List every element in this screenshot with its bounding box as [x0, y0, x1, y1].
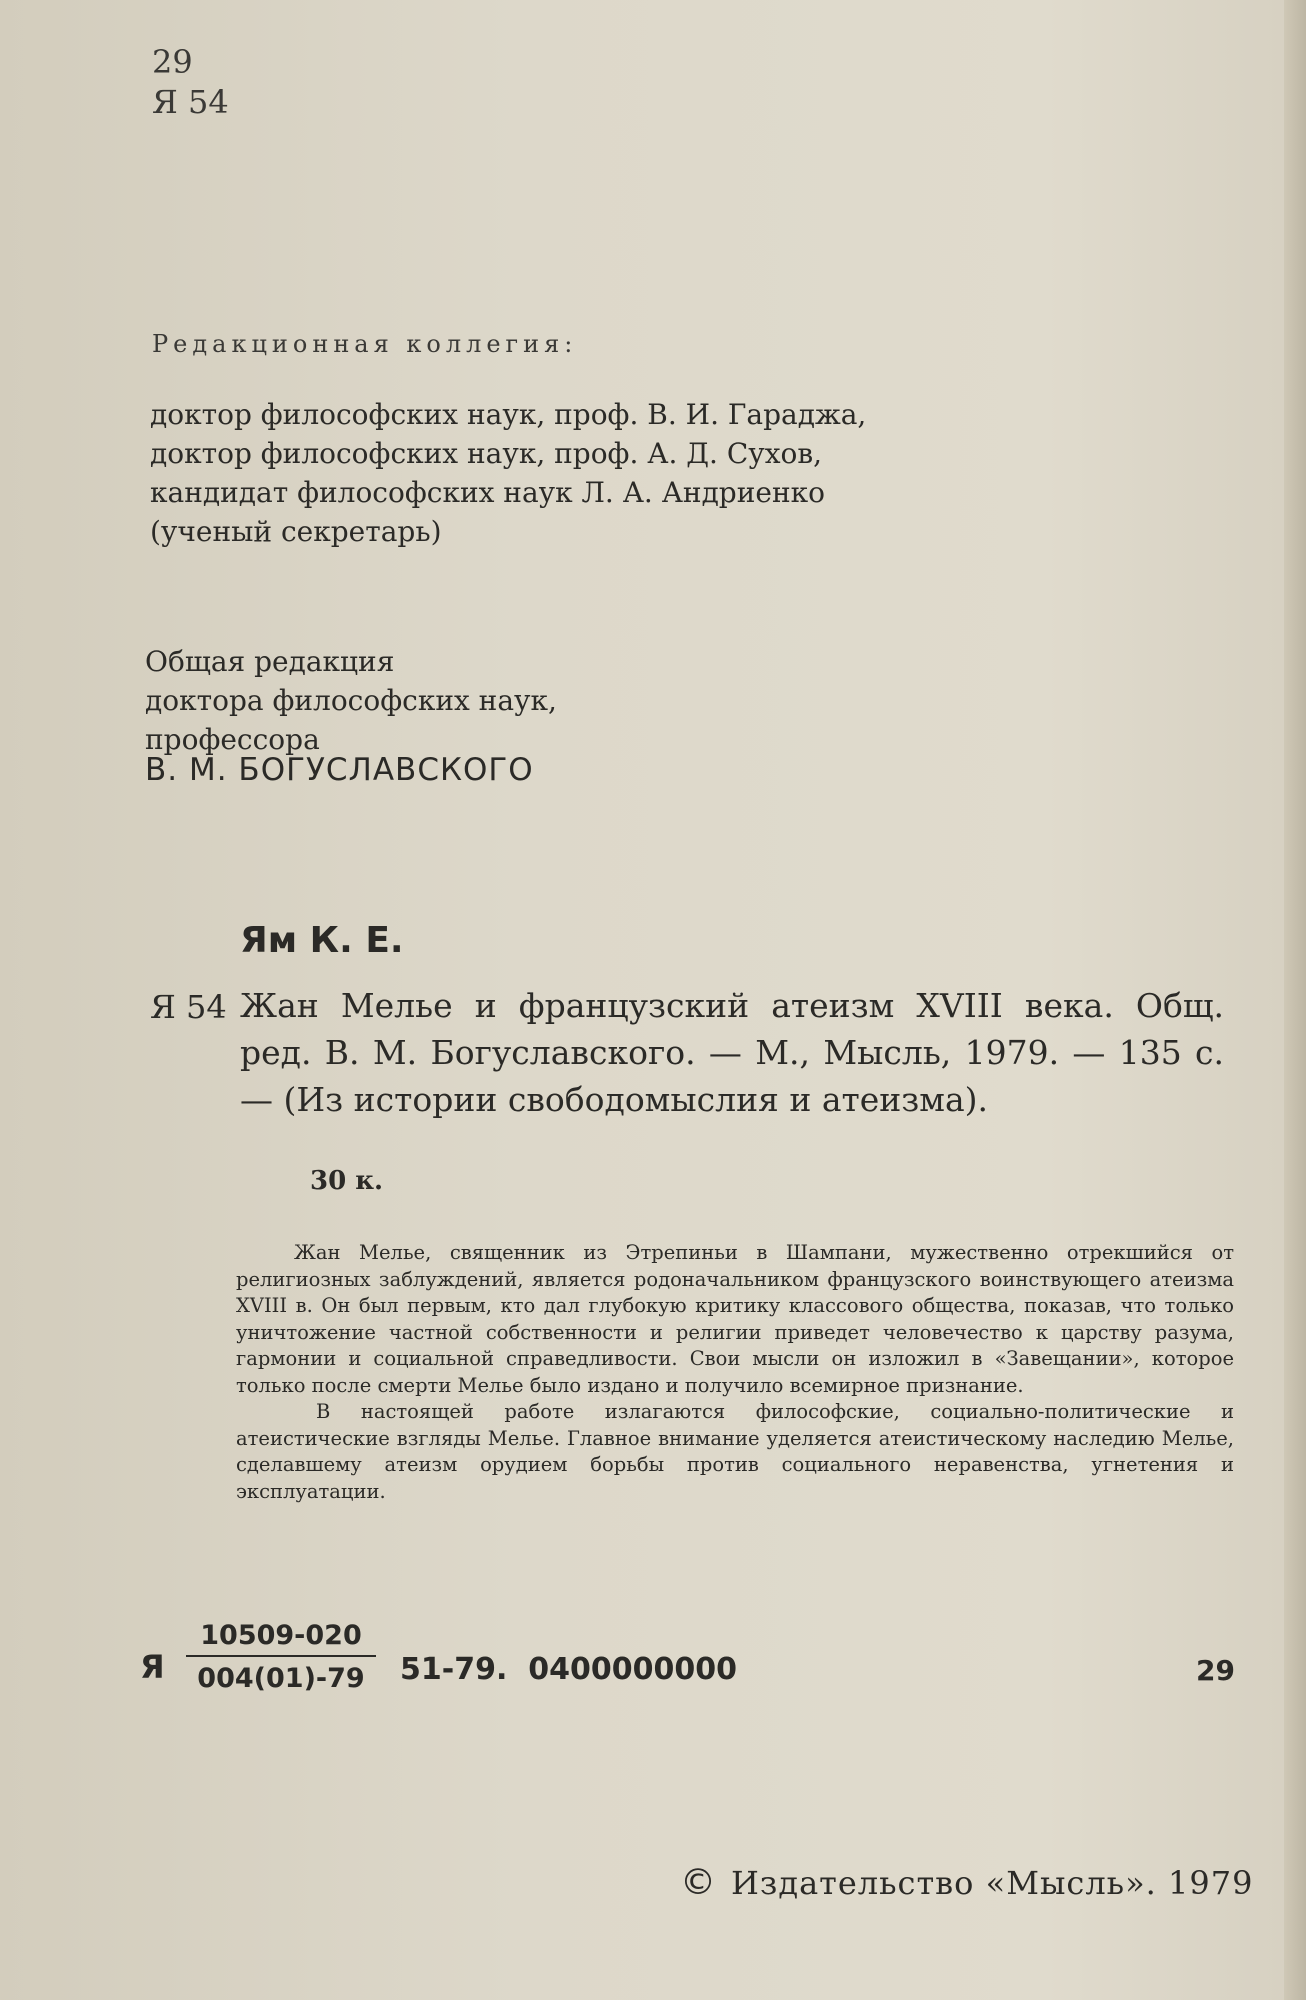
editorial-board-title: Редакционная коллегия: — [152, 330, 578, 358]
udc-index — [152, 42, 229, 122]
catalog-description: Жан Мелье и французский атеизм XVIII века. Общ. ред. В. М. Богуславского. — М., Мысль, 1979. — 135 с. — (Из истории свободомыслия и атеизма). — [240, 986, 1224, 1119]
general-editor-block — [145, 642, 557, 759]
annotation — [236, 1240, 1234, 1505]
general-editor-line: доктора философских наук, — [145, 684, 557, 717]
bbk-denominator: 004(01)-79 — [197, 1663, 365, 1694]
board-member: доктор философских наук, проф. В. И. Гараджа, — [150, 398, 867, 431]
udc-number: 29 — [152, 43, 193, 81]
general-editor-line: профессора — [145, 723, 320, 756]
bbk-code: 51-79. 0400000000 — [400, 1652, 737, 1687]
annotation-paragraph: В настоящей работе излагаются философские, социально-политические и атеистические взгляды Мелье. Главное внимание уделяется атеистическому наследию Мелье, сделавшему атеизм орудием борьбы против социального неравенства, угнетения и эксплуатации. — [236, 1400, 1234, 1503]
board-member: кандидат философских наук Л. А. Андриенко — [150, 476, 825, 509]
bbk-end-number: 29 — [1196, 1654, 1235, 1687]
catalog-author: Ям К. Е. — [240, 920, 404, 961]
copyright-line — [680, 1862, 1253, 1903]
copyright-icon: © — [680, 1862, 717, 1903]
board-member: (ученый секретарь) — [150, 515, 442, 548]
bbk-letter: Я — [140, 1648, 165, 1686]
general-editor-name: В. М. БОГУСЛАВСКОГО — [145, 752, 534, 788]
copyright-text: Издательство «Мысль». 1979 — [731, 1864, 1254, 1902]
board-member: доктор философских наук, проф. А. Д. Сухов, — [150, 437, 823, 470]
annotation-paragraph: Жан Мелье, священник из Этрепиньи в Шампани, мужественно отрекшийся от религиозных заблуждений, является родоначальником французского воинствующего атеизма XVIII в. Он был первым, кто дал глубокую критику классового общества, показав, что только уничтожение частной собственности и религии приведет человечество к царству разума, гармонии и социальной справедливости. Свои мысли он изложил в «Завещании», которое только после смерти Мелье было издано и получило всемирное признание. — [236, 1241, 1234, 1397]
bbk-fraction — [186, 1620, 376, 1694]
catalog-price: 30 к. — [310, 1166, 384, 1196]
page-edge — [1284, 0, 1306, 2000]
bbk-numerator: 10509-020 — [186, 1620, 376, 1657]
udc-code: Я 54 — [152, 83, 229, 121]
editorial-board-list — [150, 395, 866, 551]
general-editor-line: Общая редакция — [145, 645, 395, 678]
catalog-code: Я 54 — [150, 988, 227, 1026]
